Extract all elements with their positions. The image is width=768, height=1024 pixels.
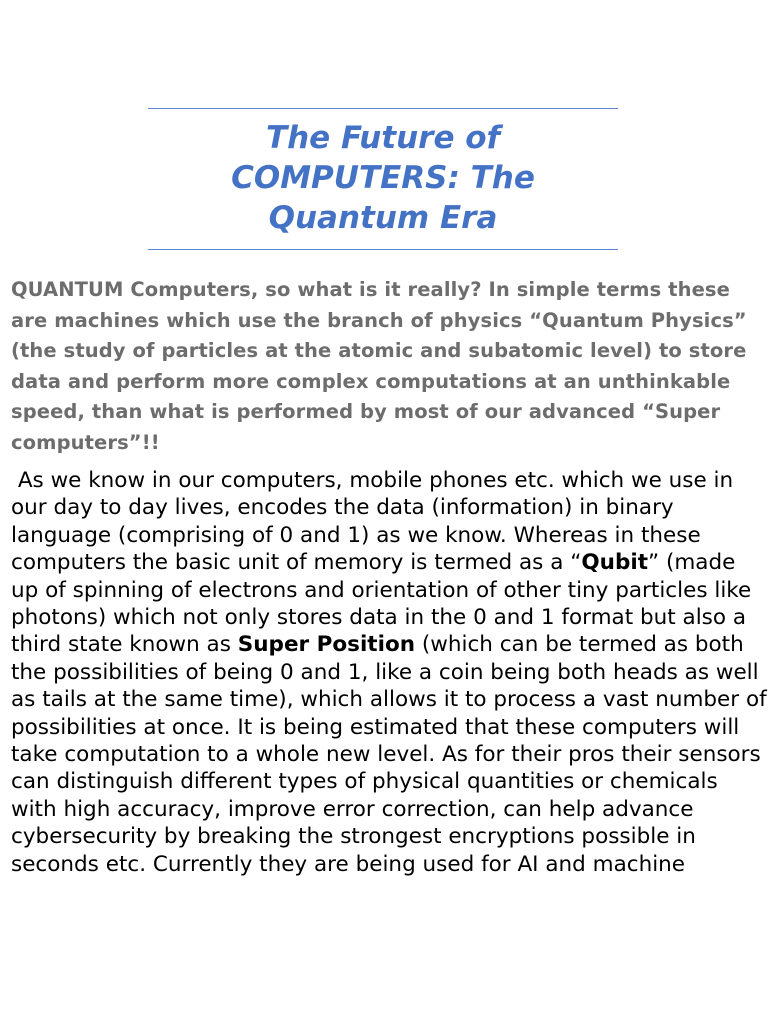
title-bottom-rule: [148, 249, 618, 250]
intro-paragraph: QUANTUM Computers, so what is it really? In simple terms these are machines which use the branch of physics “Quantum Physics” (the study of particles at the atomic and subatomic level) to store data and perform more complex computations at an unthinkable speed, than what is performed by most of our advanced “Super computers”!!: [11, 278, 747, 454]
body-text-part-1: As we know in our computers, mobile phones etc. which we use in our day to day lives, encodes the data (information) in binary language (comprising of 0 and 1) as we know. Whereas in these computers the basic unit of memory is termed as a “: [11, 468, 740, 576]
document-title: The Future of COMPUTERS: The Quantum Era: [231, 120, 535, 236]
body-text-part-2: ” (made up of spinning of electrons and orientation of other tiny particles like photons) which not only stores data in the 0 and 1 format but also a third state known as: [11, 550, 759, 658]
super-position-term: Super Position: [237, 632, 416, 658]
body-text-part-3: (which can be termed as both the possibilities of being 0 and 1, like a coin being both heads as well as tails at the same time), which allows it to process a vast number of possibilities at once. It is being estimated that these computers will take computation to a whole new level. As for their pros their sensors can distinguish different types of physical quantities or chemicals with high accuracy, improve error correction, can help advance cybersecurity by breaking the strongest encryptions possible in seconds etc. Currently they are being used for AI and machine: [11, 632, 767, 877]
body-paragraph: [11, 467, 768, 878]
qubit-term: Qubit: [581, 550, 648, 576]
title-top-rule: [148, 108, 618, 109]
